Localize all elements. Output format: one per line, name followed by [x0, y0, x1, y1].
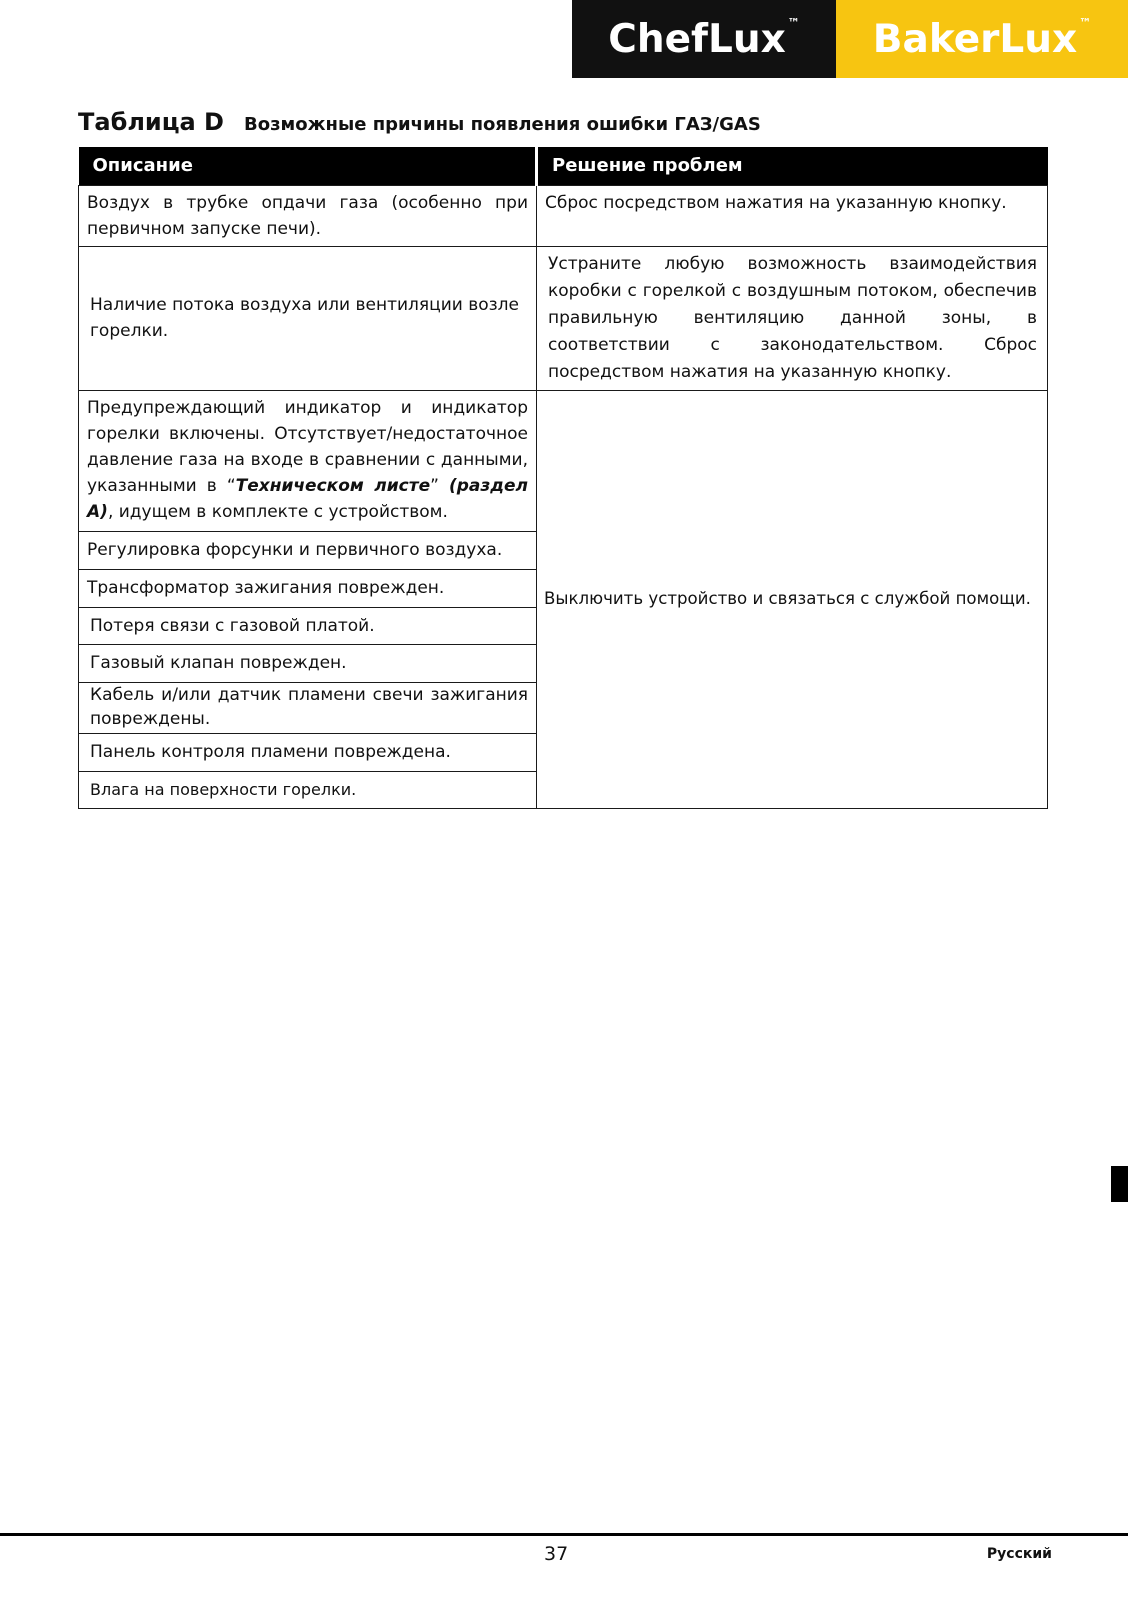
table-row [79, 390, 1048, 531]
brand-cheflux [572, 0, 836, 78]
page-number: 37 [544, 1543, 569, 1565]
cause-cell: Трансформатор зажигания поврежден. [79, 569, 537, 607]
section-tab-marker [1111, 1166, 1128, 1202]
footer-divider [0, 1533, 1128, 1536]
merged-solution-cell: Выключить устройство и связаться с службой помощи. [537, 390, 1048, 808]
brand-header [572, 0, 1128, 78]
table-heading [78, 108, 761, 136]
cause-cell: Потеря связи с газовой платой. [79, 607, 537, 644]
table-row [79, 246, 1048, 390]
cause-text: , идущем в комплекте с устройством. [107, 501, 448, 522]
column-header-description: Описание [79, 147, 537, 185]
cause-cell: Газовый клапан поврежден. [79, 644, 537, 682]
cause-cell: Воздух в трубке опдачи газа (особенно при первичном запуске печи). [79, 185, 537, 246]
cause-cell [79, 390, 537, 531]
table-header-row [79, 147, 1048, 185]
solution-cell: Устраните любую возможность взаимодействия коробки с горелкой с воздушным потоком, обеспечив правильную вентиляцию данной зоны, в соответствии с законодательством. Сброс посредством нажатия на указанную кнопку. [537, 246, 1048, 390]
cause-cell: Кабель и/или датчик пламени свечи зажигания повреждены. [79, 682, 537, 733]
cause-cell: Панель контроля пламени повреждена. [79, 733, 537, 771]
cause-text: Предупреждающий индикатор и индикатор горелки включены. Отсутствует/недостаточное давление газа на входе в сравнении с данными, указанными в “ [87, 397, 528, 496]
cause-cell: Влага на поверхности горелки. [79, 771, 537, 808]
trademark-symbol: ™ [787, 16, 800, 30]
table-description: Возможные причины появления ошибки ГАЗ/GAS [243, 114, 761, 135]
cause-cell: Наличие потока воздуха или вентиляции возле горелки. [79, 246, 537, 390]
trademark-symbol: ™ [1079, 16, 1092, 30]
brand-bakerlux-label: BakerLux [872, 16, 1078, 62]
cause-text: ” [430, 475, 449, 496]
technical-sheet-reference: Техническом листе [235, 475, 431, 496]
table-row [79, 185, 1048, 246]
troubleshooting-table [78, 147, 1048, 809]
section-reference: (раздел A) [87, 475, 528, 522]
brand-cheflux-label: ChefLux [608, 16, 786, 62]
solution-cell: Сброс посредством нажатия на указанную кнопку. [537, 185, 1048, 246]
language-label: Русский [986, 1546, 1052, 1562]
table-label: Таблица D [78, 108, 224, 136]
column-header-solution: Решение проблем [537, 147, 1048, 185]
cause-cell: Регулировка форсунки и первичного воздуха. [79, 531, 537, 569]
brand-bakerlux [836, 0, 1128, 78]
